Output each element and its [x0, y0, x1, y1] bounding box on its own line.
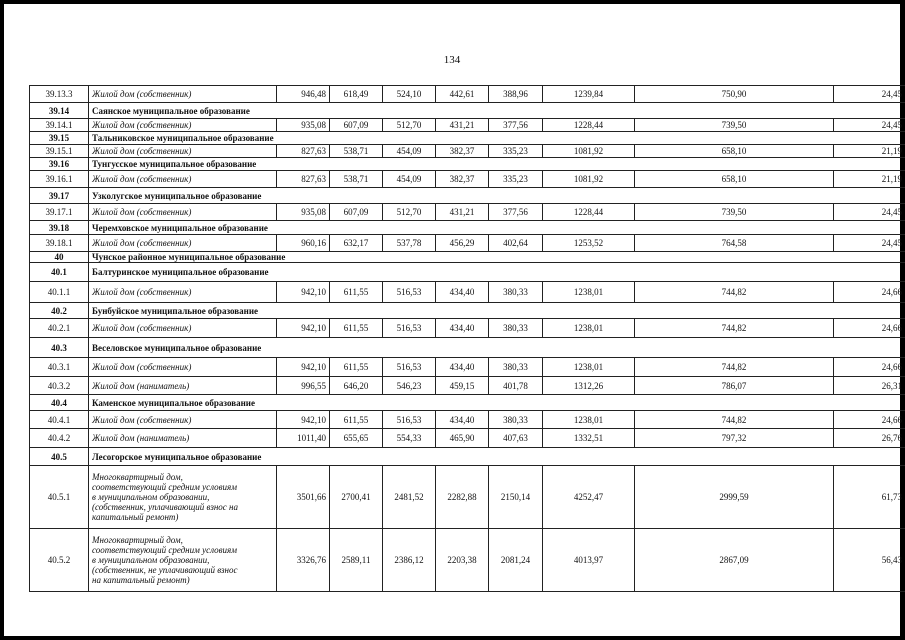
table-row: [30, 86, 905, 103]
value-cell: 512,70: [383, 119, 436, 132]
value-cell: 1239,84: [543, 86, 635, 103]
value-cell: 750,90: [635, 86, 834, 103]
value-cell: 24,45: [834, 119, 905, 132]
value-cell: 3326,76: [277, 529, 330, 592]
tariff-table: [29, 85, 905, 592]
value-cell: 1238,01: [543, 319, 635, 338]
row-code: 40.5.1: [30, 466, 89, 529]
section-title: Черемховское муниципальное образование: [89, 221, 905, 235]
value-cell: 611,55: [330, 282, 383, 303]
housing-type: Жилой дом (собственник): [89, 204, 277, 221]
section-row: [30, 303, 905, 319]
value-cell: 24,45: [834, 235, 905, 252]
row-code: 39.18: [30, 221, 89, 235]
value-cell: 554,33: [383, 429, 436, 448]
housing-type: Жилой дом (собственник): [89, 119, 277, 132]
value-cell: 658,10: [635, 171, 834, 188]
value-cell: 827,63: [277, 145, 330, 158]
row-code: 40.3.2: [30, 377, 89, 395]
value-cell: 538,71: [330, 171, 383, 188]
housing-type-line: Многоквартирный дом,: [92, 472, 183, 482]
value-cell: 1238,01: [543, 282, 635, 303]
value-cell: 538,71: [330, 145, 383, 158]
value-cell: 24,45: [834, 204, 905, 221]
value-cell: 1332,51: [543, 429, 635, 448]
value-cell: 942,10: [277, 282, 330, 303]
row-code: 40.5: [30, 448, 89, 466]
value-cell: 1011,40: [277, 429, 330, 448]
housing-type: Жилой дом (собственник): [89, 358, 277, 377]
value-cell: 24,66: [834, 282, 905, 303]
value-cell: 382,37: [436, 145, 489, 158]
value-cell: 434,40: [436, 411, 489, 429]
row-code: 40.4: [30, 395, 89, 411]
value-cell: 611,55: [330, 319, 383, 338]
value-cell: 434,40: [436, 282, 489, 303]
row-code: 39.16: [30, 158, 89, 171]
section-row: [30, 188, 905, 204]
value-cell: 401,78: [489, 377, 543, 395]
housing-type-line: соответствующий средним условиям: [92, 545, 237, 555]
row-code: 39.13.3: [30, 86, 89, 103]
page-number: 134: [443, 54, 461, 66]
section-row: [30, 158, 905, 171]
section-row: [30, 448, 905, 466]
value-cell: 2999,59: [635, 466, 834, 529]
housing-type-line: соответствующий средним условиям: [92, 482, 237, 492]
value-cell: 2481,52: [383, 466, 436, 529]
section-title: Веселовское муниципальное образование: [89, 338, 905, 358]
table-row: [30, 282, 905, 303]
value-cell: 512,70: [383, 204, 436, 221]
value-cell: 1238,01: [543, 358, 635, 377]
section-row: [30, 103, 905, 119]
table-row: [30, 529, 905, 592]
table-row: [30, 358, 905, 377]
row-code: 40.1.1: [30, 282, 89, 303]
value-cell: 402,64: [489, 235, 543, 252]
value-cell: 611,55: [330, 411, 383, 429]
value-cell: 744,82: [635, 358, 834, 377]
section-row: [30, 263, 905, 282]
section-row: [30, 252, 905, 263]
value-cell: 607,09: [330, 119, 383, 132]
value-cell: 2386,12: [383, 529, 436, 592]
value-cell: 2081,24: [489, 529, 543, 592]
table-row: [30, 429, 905, 448]
value-cell: 744,82: [635, 411, 834, 429]
value-cell: 942,10: [277, 358, 330, 377]
housing-type-line: в муниципальном образовании,: [92, 492, 210, 502]
row-code: 39.14.1: [30, 119, 89, 132]
value-cell: 764,58: [635, 235, 834, 252]
value-cell: 26,76: [834, 429, 905, 448]
value-cell: 607,09: [330, 204, 383, 221]
section-title: Балтуринское муниципальное образование: [89, 263, 905, 282]
value-cell: 935,08: [277, 204, 330, 221]
value-cell: 382,37: [436, 171, 489, 188]
value-cell: 434,40: [436, 358, 489, 377]
row-code: 40.5.2: [30, 529, 89, 592]
housing-type-line: (собственник, не уплачивающий взнос: [92, 565, 238, 575]
housing-type: Жилой дом (наниматель): [89, 429, 277, 448]
value-cell: 380,33: [489, 282, 543, 303]
section-title: Бунбуйское муниципальное образование: [89, 303, 905, 319]
value-cell: 1312,26: [543, 377, 635, 395]
section-row: [30, 395, 905, 411]
value-cell: 335,23: [489, 145, 543, 158]
value-cell: 516,53: [383, 358, 436, 377]
value-cell: 335,23: [489, 171, 543, 188]
value-cell: 434,40: [436, 319, 489, 338]
section-title: Тунгусское муниципальное образование: [89, 158, 905, 171]
value-cell: 546,23: [383, 377, 436, 395]
housing-type-line: (собственник, уплачивающий взнос на: [92, 502, 239, 512]
value-cell: 618,49: [330, 86, 383, 103]
value-cell: 935,08: [277, 119, 330, 132]
value-cell: 827,63: [277, 171, 330, 188]
value-cell: 377,56: [489, 119, 543, 132]
table-body: [30, 86, 905, 592]
value-cell: 61,73: [834, 466, 905, 529]
housing-type: [89, 466, 277, 529]
value-cell: 1238,01: [543, 411, 635, 429]
value-cell: 454,09: [383, 145, 436, 158]
value-cell: 407,63: [489, 429, 543, 448]
value-cell: 516,53: [383, 411, 436, 429]
row-code: 39.18.1: [30, 235, 89, 252]
value-cell: 21,19: [834, 171, 905, 188]
value-cell: 942,10: [277, 411, 330, 429]
row-code: 40.3: [30, 338, 89, 358]
row-code: 39.17.1: [30, 204, 89, 221]
housing-type-line: на капитальный ремонт): [92, 575, 190, 585]
value-cell: 739,50: [635, 119, 834, 132]
section-title: Тальниковское муниципальное образование: [89, 132, 905, 145]
value-cell: 739,50: [635, 204, 834, 221]
row-code: 40.4.2: [30, 429, 89, 448]
row-code: 39.16.1: [30, 171, 89, 188]
value-cell: 21,19: [834, 145, 905, 158]
value-cell: 465,90: [436, 429, 489, 448]
value-cell: 380,33: [489, 358, 543, 377]
row-code: 39.14: [30, 103, 89, 119]
value-cell: 456,29: [436, 235, 489, 252]
row-code: 40.4.1: [30, 411, 89, 429]
value-cell: 1253,52: [543, 235, 635, 252]
value-cell: 1081,92: [543, 171, 635, 188]
table-row: [30, 377, 905, 395]
value-cell: 996,55: [277, 377, 330, 395]
value-cell: 1228,44: [543, 119, 635, 132]
section-row: [30, 221, 905, 235]
table-row: [30, 145, 905, 158]
value-cell: 377,56: [489, 204, 543, 221]
value-cell: 459,15: [436, 377, 489, 395]
table-row: [30, 119, 905, 132]
housing-type: Жилой дом (собственник): [89, 282, 277, 303]
table-row: [30, 319, 905, 338]
value-cell: 646,20: [330, 377, 383, 395]
value-cell: 2589,11: [330, 529, 383, 592]
value-cell: 632,17: [330, 235, 383, 252]
value-cell: 516,53: [383, 319, 436, 338]
value-cell: 56,43: [834, 529, 905, 592]
value-cell: 2203,38: [436, 529, 489, 592]
table-row: [30, 411, 905, 429]
value-cell: 946,48: [277, 86, 330, 103]
value-cell: 4013,97: [543, 529, 635, 592]
value-cell: 26,31: [834, 377, 905, 395]
value-cell: 516,53: [383, 282, 436, 303]
section-row: [30, 132, 905, 145]
value-cell: 380,33: [489, 319, 543, 338]
row-code: 39.15: [30, 132, 89, 145]
housing-type-line: в муниципальном образовании,: [92, 555, 210, 565]
document-page: [4, 4, 900, 636]
housing-type: Жилой дом (собственник): [89, 235, 277, 252]
value-cell: 786,07: [635, 377, 834, 395]
value-cell: 388,96: [489, 86, 543, 103]
table-row: [30, 466, 905, 529]
row-code: 40.3.1: [30, 358, 89, 377]
value-cell: 744,82: [635, 282, 834, 303]
row-code: 40.2: [30, 303, 89, 319]
housing-type: Жилой дом (собственник): [89, 145, 277, 158]
value-cell: 24,66: [834, 358, 905, 377]
section-title: Лесогорское муниципальное образование: [89, 448, 905, 466]
value-cell: 655,65: [330, 429, 383, 448]
section-row: [30, 338, 905, 358]
value-cell: 24,66: [834, 319, 905, 338]
housing-type: Жилой дом (собственник): [89, 86, 277, 103]
value-cell: 2282,88: [436, 466, 489, 529]
value-cell: 24,45: [834, 86, 905, 103]
value-cell: 2867,09: [635, 529, 834, 592]
value-cell: 3501,66: [277, 466, 330, 529]
housing-type: Жилой дом (собственник): [89, 411, 277, 429]
value-cell: 442,61: [436, 86, 489, 103]
value-cell: 960,16: [277, 235, 330, 252]
value-cell: 431,21: [436, 204, 489, 221]
value-cell: 454,09: [383, 171, 436, 188]
value-cell: 431,21: [436, 119, 489, 132]
value-cell: 524,10: [383, 86, 436, 103]
value-cell: 1081,92: [543, 145, 635, 158]
housing-type: Жилой дом (собственник): [89, 319, 277, 338]
section-title: Саянское муниципальное образование: [89, 103, 905, 119]
row-code: 40.2.1: [30, 319, 89, 338]
row-code: 39.17: [30, 188, 89, 204]
value-cell: 658,10: [635, 145, 834, 158]
section-title: Каменское муниципальное образование: [89, 395, 905, 411]
table-row: [30, 171, 905, 188]
table-row: [30, 204, 905, 221]
value-cell: 744,82: [635, 319, 834, 338]
housing-type-line: капитальный ремонт): [92, 512, 179, 522]
value-cell: 611,55: [330, 358, 383, 377]
value-cell: 537,78: [383, 235, 436, 252]
row-code: 40: [30, 252, 89, 263]
value-cell: 2150,14: [489, 466, 543, 529]
section-title: Узколугское муниципальное образование: [89, 188, 905, 204]
value-cell: 380,33: [489, 411, 543, 429]
row-code: 40.1: [30, 263, 89, 282]
housing-type: [89, 529, 277, 592]
row-code: 39.15.1: [30, 145, 89, 158]
housing-type: Жилой дом (собственник): [89, 171, 277, 188]
housing-type-line: Многоквартирный дом,: [92, 535, 183, 545]
value-cell: 2700,41: [330, 466, 383, 529]
value-cell: 1228,44: [543, 204, 635, 221]
value-cell: 4252,47: [543, 466, 635, 529]
value-cell: 797,32: [635, 429, 834, 448]
housing-type: Жилой дом (наниматель): [89, 377, 277, 395]
value-cell: 24,66: [834, 411, 905, 429]
table-row: [30, 235, 905, 252]
section-title: Чунское районное муниципальное образование: [89, 252, 905, 263]
value-cell: 942,10: [277, 319, 330, 338]
